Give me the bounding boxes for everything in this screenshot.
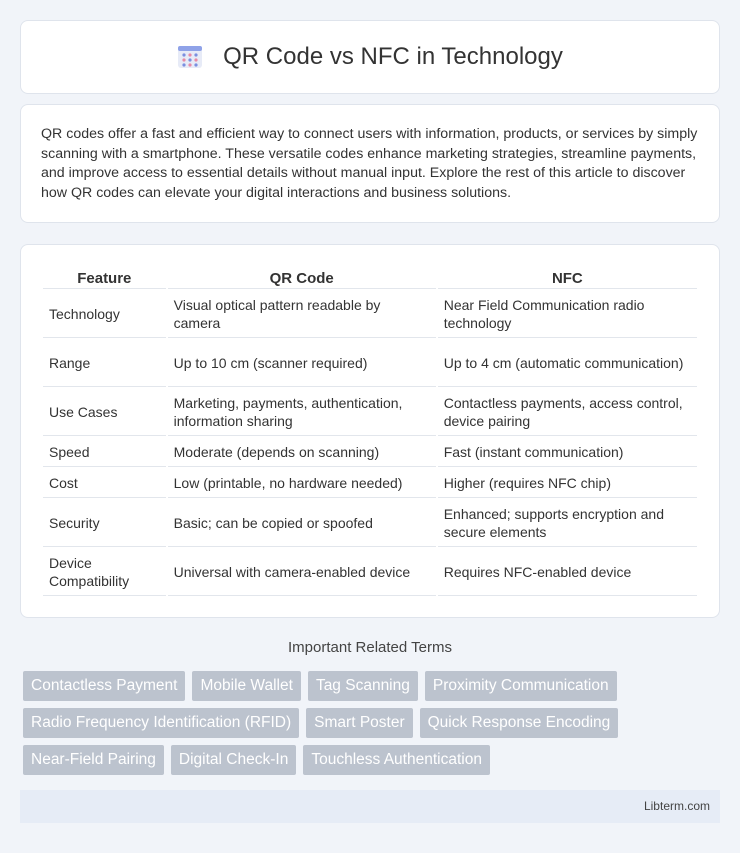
table-cell: Higher (requires NFC chip) [438, 469, 697, 498]
tag-touchless-authentication[interactable]: Touchless Authentication [303, 745, 490, 775]
tag-digital-check-in[interactable]: Digital Check-In [171, 745, 296, 775]
tag-quick-response-encoding[interactable]: Quick Response Encoding [420, 708, 619, 738]
table-cell: Up to 10 cm (scanner required) [168, 340, 436, 387]
tag-row [23, 671, 723, 701]
tag-contactless-payment[interactable]: Contactless Payment [23, 671, 185, 701]
related-terms-heading: Important Related Terms [288, 639, 452, 656]
tag-mobile-wallet[interactable]: Mobile Wallet [192, 671, 300, 701]
comparison-table [41, 265, 699, 598]
table-row [43, 500, 697, 547]
table-cell: Marketing, payments, authentication, information sharing [168, 389, 436, 436]
table-row [43, 438, 697, 467]
footer-site-link[interactable]: Libterm.com [643, 799, 710, 813]
header-feature: Feature [43, 267, 166, 289]
table-cell: Fast (instant communication) [438, 438, 697, 467]
tag-smart-poster[interactable]: Smart Poster [306, 708, 412, 738]
page-title: QR Code vs NFC in Technology [223, 43, 563, 70]
table-cell: Cost [43, 469, 166, 498]
table-row [43, 389, 697, 436]
table-cell: Security [43, 500, 166, 547]
table-header-row [43, 267, 697, 289]
header-nfc: NFC [438, 267, 697, 289]
table-cell: Moderate (depends on scanning) [168, 438, 436, 467]
tag-proximity-communication[interactable]: Proximity Communication [425, 671, 617, 701]
intro-card [20, 104, 720, 223]
tag-row [23, 708, 723, 738]
table-cell: Device Compatibility [43, 549, 166, 596]
tag-tag-scanning[interactable]: Tag Scanning [308, 671, 418, 701]
table-cell: Contactless payments, access control, device pairing [438, 389, 697, 436]
table-cell: Use Cases [43, 389, 166, 436]
table-row [43, 549, 697, 596]
tag-rfid[interactable]: Radio Frequency Identification (RFID) [23, 708, 299, 738]
table-cell: Basic; can be copied or spoofed [168, 500, 436, 547]
table-row [43, 340, 697, 387]
table-cell: Requires NFC-enabled device [438, 549, 697, 596]
table-cell: Visual optical pattern readable by camera [168, 291, 436, 338]
table-cell: Technology [43, 291, 166, 338]
table-cell: Enhanced; supports encryption and secure elements [438, 500, 697, 547]
footer [20, 790, 720, 823]
table-cell: Range [43, 340, 166, 387]
header-qr-code: QR Code [168, 267, 436, 289]
table-cell: Speed [43, 438, 166, 467]
intro-paragraph: QR codes offer a fast and efficient way to connect users with information, products, or services by simply scanning with a smartphone. These versatile codes enhance marketing strategies, streamline payments, and improve access to essential details without manual input. Explore the rest of this article to discover how QR codes can elevate your digital interactions and business solutions. [41, 126, 698, 201]
table-row [43, 469, 697, 498]
title-card [20, 20, 720, 94]
table-cell: Low (printable, no hardware needed) [168, 469, 436, 498]
comparison-table-card [20, 244, 720, 618]
table-row [43, 291, 697, 338]
table-cell: Universal with camera-enabled device [168, 549, 436, 596]
tag-near-field-pairing[interactable]: Near-Field Pairing [23, 745, 164, 775]
qr-grid-icon [177, 44, 203, 70]
table-cell: Up to 4 cm (automatic communication) [438, 340, 697, 387]
related-terms-list [23, 671, 723, 782]
tag-row [23, 745, 723, 775]
table-cell: Near Field Communication radio technology [438, 291, 697, 338]
